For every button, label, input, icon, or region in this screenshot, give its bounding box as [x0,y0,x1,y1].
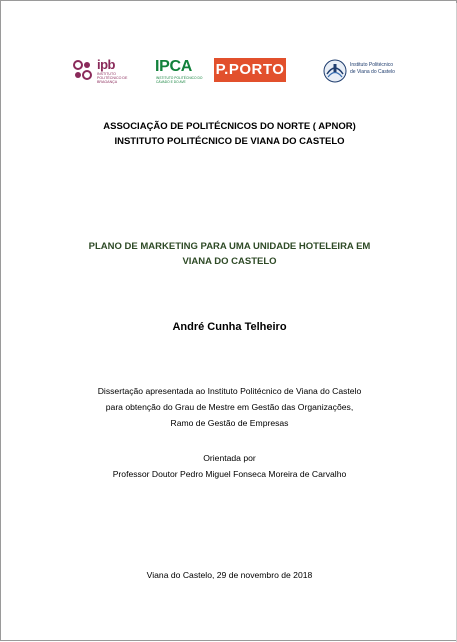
ipvc-emblem-icon [323,58,347,84]
ipvc-name-line2: de Viana do Castelo [350,69,395,75]
ipvc-name-line1: Instituto Politécnico [350,62,394,68]
header-line-2: INSTITUTO POLITÉCNICO DE VIANA DO CASTELO [114,136,345,147]
porto-logo: P.PORTO [214,58,286,82]
ipca-logo [155,57,205,87]
header-line-1: ASSOCIAÇÃO DE POLITÉCNICOS DO NORTE ( APNOR) [103,121,356,132]
institution-header [1,119,457,149]
advisor-name: Professor Doutor Pedro Miguel Fonseca Moreira de Carvalho [112,469,347,479]
author-name: André Cunha Telheiro [172,321,287,333]
dissertation-statement [1,383,457,431]
institution-logos [71,57,411,87]
ipca-subtitle: INSTITUTO POLITÉCNICO DO CÁVADO E DO AVE [156,76,203,84]
title-line-2: VIANA DO CASTELO [182,256,277,267]
orientation-label: Orientada por [203,453,256,463]
ipb-subtitle: INSTITUTO POLITÉCNICO DE BRAGANÇA [97,72,128,84]
dissertation-line-2: para obtenção do Grau de Mestre em Gestão das Organizações, [105,402,354,412]
ipca-wordmark: IPCA [155,58,193,75]
ipb-logo [71,57,143,87]
orientation-block [1,450,457,482]
ipvc-logo [323,57,411,87]
thesis-title [1,239,457,269]
place-and-date: Viana do Castelo, 29 de novembro de 2018 [146,570,313,580]
ipvc-name [350,62,412,76]
ipb-wordmark: ipb [97,57,115,72]
title-line-1: PLANO DE MARKETING PARA UMA UNIDADE HOTELEIRA EM [88,241,371,252]
dissertation-line-3: Ramo de Gestão de Empresas [170,418,289,428]
ipb-emblem-icon [71,59,95,81]
dissertation-line-1: Dissertação apresentada ao Instituto Politécnico de Viana do Castelo [97,386,362,396]
